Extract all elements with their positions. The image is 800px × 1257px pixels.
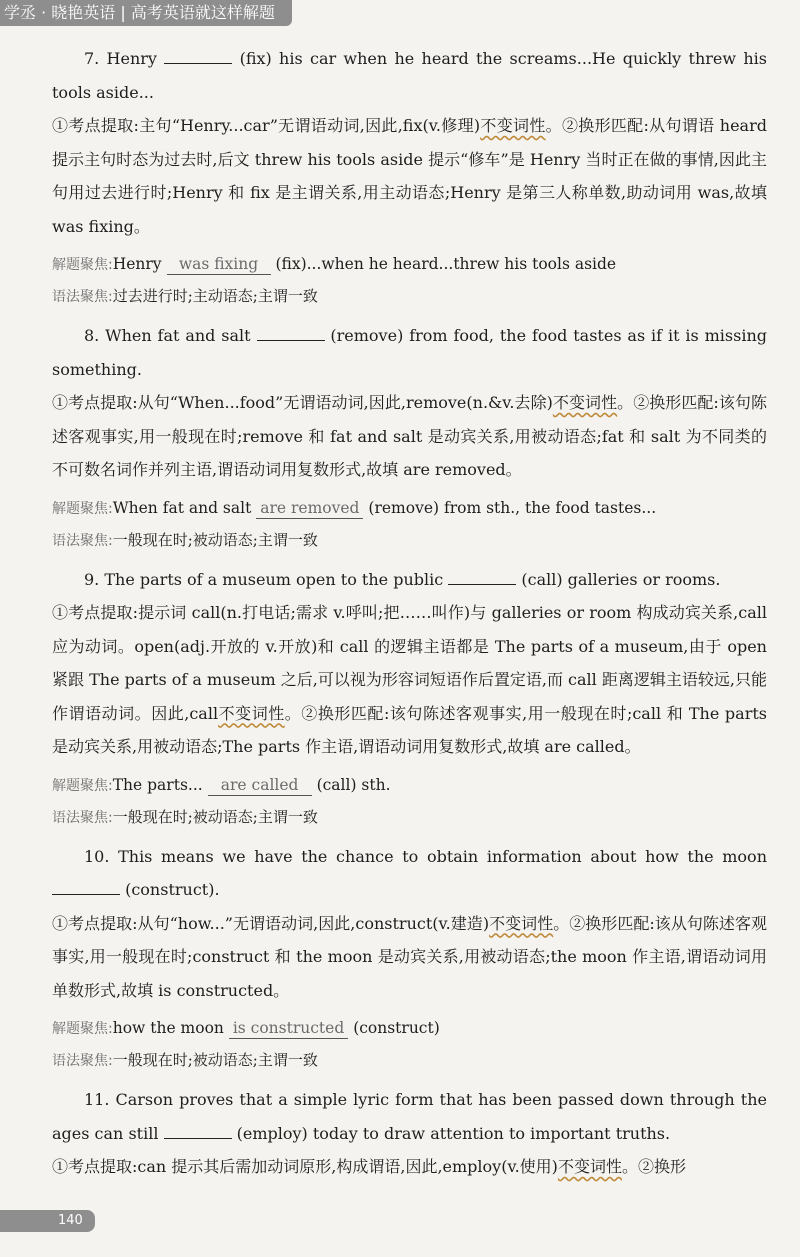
question-text: 9. The parts of a museum open to the public (call) galleries or rooms. [84, 569, 721, 589]
answer-blank [448, 570, 516, 585]
wavy-underline-keyword: 不变词性 [489, 913, 554, 933]
wavy-underline-keyword: 不变词性 [557, 1157, 622, 1176]
wavy-underline-keyword: 不变词性 [218, 703, 285, 723]
analysis-text: ①考点提取:can 提示其后需加动词原形,构成谓语,因此,employ(v.使用)不变词性。②换形 [52, 1157, 686, 1176]
focus-label: 解题聚焦: [52, 257, 113, 273]
grammar-focus: 语法聚焦:过去进行时;主动语态;主谓一致 [52, 287, 318, 305]
solution-focus: 解题聚焦:The parts... are called (call) sth. [52, 775, 391, 794]
question-9 [52, 563, 767, 834]
grammar-focus: 语法聚焦:一般现在时;被动语态;主谓一致 [52, 807, 318, 826]
question-text: 8. When fat and salt (remove) from food, the food tastes as if it is missing something. [52, 326, 768, 379]
grammar-focus: 语法聚焦:一般现在时;被动语态;主谓一致 [52, 530, 318, 549]
filled-answer: are removed [256, 498, 363, 519]
analysis-text: ①考点提取:提示词 call(n.打电话;需求 v.呼叫;把……叫作)与 galleries or room 构成动宾关系,call 应为动词。open(adj.开放的 v.开放)和 call 的逻辑主语都是 The parts of a museum,由于 open 紧跟 The parts of a museum 之后,可以视为形容词短语作后置定语,而 call 距离逻辑主语较远,只能作谓语动词。因此,call不变词性。②换形匹配:该句陈述客观事实,用一般现在时;call 和 The parts 是动宾关系,用被动语态;The parts 作主语,谓语动词用复数形式,故填 are called。 [52, 603, 767, 756]
question-8 [52, 319, 767, 557]
solution-focus: 解题聚焦:When fat and salt are removed (remove) from sth., the food tastes... [52, 498, 657, 517]
grammar-label: 语法聚焦: [52, 1053, 113, 1069]
page-content [52, 42, 767, 1184]
answer-blank [164, 1124, 232, 1139]
solution-focus: 解题聚焦:how the moon is constructed (construct) [52, 1019, 440, 1037]
analysis-text: ①考点提取:主句“Henry...car”无谓语动词,因此,fix(v.修理)不变词性。②换形匹配:从句谓语 heard 提示主句时态为过去时,后文 threw his tools aside 提示“修车”是 Henry 当时正在做的事情,因此主句用过去进行时;Henry 和 fix 是主谓关系,用主动语态;Henry 是第三人称单数,助动词用 was,故填 was fixing。 [52, 116, 767, 236]
answer-blank [257, 326, 325, 341]
grammar-label: 语法聚焦: [52, 809, 113, 826]
grammar-label: 语法聚焦: [52, 289, 113, 305]
focus-label: 解题聚焦: [52, 1021, 113, 1037]
page-number: 140 [58, 1213, 83, 1228]
filled-answer: are called [208, 775, 312, 796]
answer-blank [52, 880, 120, 895]
filled-answer: was fixing [167, 254, 271, 275]
question-text: 11. Carson proves that a simple lyric form that has been passed down through the ages can still (employ) today to draw attention to important truths. [52, 1090, 767, 1143]
solution-focus: 解题聚焦:Henry was fixing (fix)...when he heard...threw his tools aside [52, 255, 617, 273]
filled-answer: is constructed [229, 1018, 348, 1039]
grammar-label: 语法聚焦: [52, 532, 113, 549]
question-10 [52, 840, 767, 1078]
question-text: 10. This means we have the chance to obtain information about how the moon (construct). [52, 840, 767, 907]
question-7 [52, 42, 767, 313]
answer-blank [164, 49, 232, 64]
analysis-text: ①考点提取:从句“how...”无谓语动词,因此,construct(v.建造)不变词性。②换形匹配:该从句陈述客观事实,用一般现在时;construct 和 the moon 是动宾关系,用被动语态;the moon 作主语,谓语动词用单数形式,故填 is constructed。 [52, 913, 767, 1000]
analysis-text: ①考点提取:从句“When...food”无谓语动词,因此,remove(n.&v.去除)不变词性。②换形匹配:该句陈述客观事实,用一般现在时;remove 和 fat and salt 是动宾关系,用被动语态;fat 和 salt 为不同类的不可数名词作并列主语,谓语动词用复数形式,故填 are removed。 [52, 393, 767, 479]
wavy-underline-keyword: 不变词性 [480, 116, 546, 135]
wavy-underline-keyword: 不变词性 [552, 393, 618, 412]
book-header-title: 学丞 · 晓艳英语 | 高考英语就这样解题 [0, 0, 292, 26]
focus-label: 解题聚焦: [52, 500, 113, 517]
focus-label: 解题聚焦: [52, 777, 113, 794]
grammar-focus: 语法聚焦:一般现在时;被动语态;主谓一致 [52, 1051, 318, 1069]
question-11 [52, 1083, 767, 1184]
question-text: 7. Henry (fix) his car when he heard the screams...He quickly threw his tools aside... [52, 49, 767, 102]
